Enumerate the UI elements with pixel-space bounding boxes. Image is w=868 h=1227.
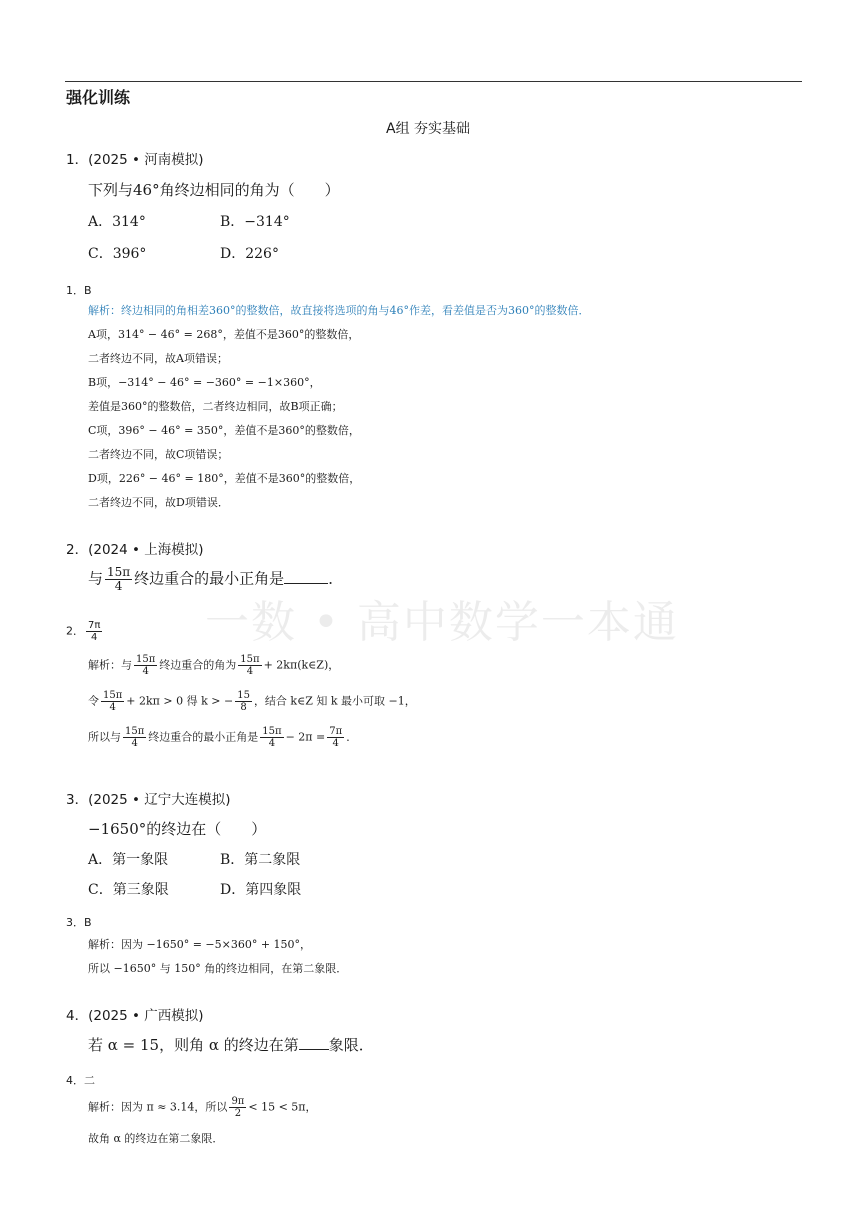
q4-answer: 4．二 <box>66 1074 95 1087</box>
q2-answer: 2． $\frac{7\pi}{4}$ <box>66 620 101 643</box>
q1-option-c: C．396° <box>88 246 147 262</box>
q2-solution-line: 令 $\frac{15\pi}{4}$ + 2kπ > 0 得 k > − $\frac{15}{8}$ ，结合 k∈Z 知 k 最小可取 −1， <box>88 690 416 713</box>
q1-solution-line: C项，396° − 46° = 350°，差值不是360°的整数倍， <box>88 424 360 437</box>
q1-option-a: A．314° <box>88 214 146 230</box>
q1-option-d: D．226° <box>220 246 279 262</box>
q2-heading: 2．(2024 • 上海模拟) <box>66 542 204 558</box>
q1-solution-line: 二者终边不同，故C项错误； <box>88 448 229 461</box>
q4-answer-blank <box>299 1049 329 1050</box>
group-title: A组 夯实基础 <box>386 121 471 137</box>
q3-option-d: D．第四象限 <box>220 882 302 898</box>
q3-answer: 3．B <box>66 916 92 929</box>
q1-solution-line: 二者终边不同，故A项错误； <box>88 352 228 365</box>
watermark: 一数 • 高中数学一本通 <box>205 597 679 648</box>
q2-solution-line: 解析：与 $\frac{15\pi}{4}$ 终边重合的角为 $\frac{15\pi}{4}$ + 2kπ(k∈Z)， <box>88 654 340 677</box>
section-title: 强化训练 <box>66 88 131 107</box>
q1-heading: 1．(2025 • 河南模拟) <box>66 152 204 168</box>
q3-option-c: C．第三象限 <box>88 882 169 898</box>
q1-solution-line: A项，314° − 46° = 268°，差值不是360°的整数倍， <box>88 328 360 341</box>
q3-stem: −1650°的终边在（ ） <box>88 820 267 838</box>
q3-heading: 3．(2025 • 辽宁大连模拟) <box>66 792 231 808</box>
q4-stem: 若 α = 15，则角 α 的终边在第 象限． <box>88 1036 374 1054</box>
q1-stem: 下列与46°角终边相同的角为（ ） <box>88 181 340 199</box>
q1-analysis: 解析：终边相同的角相差360°的整数倍，故直接将选项的角与46°作差，看差值是否为360°的整数倍． <box>88 304 590 317</box>
q1-answer: 1．B <box>66 284 92 297</box>
q3-option-b: B．第二象限 <box>220 852 301 868</box>
q1-solution-line: D项，226° − 46° = 180°，差值不是360°的整数倍， <box>88 472 361 485</box>
q4-heading: 4．(2025 • 广西模拟) <box>66 1008 204 1024</box>
q1-option-b: B．−314° <box>220 214 290 230</box>
q4-solution-line: 故角 α 的终边在第二象限． <box>88 1132 224 1145</box>
q2-answer-blank <box>284 583 328 584</box>
q3-option-a: A．第一象限 <box>88 852 169 868</box>
q2-solution-line: 所以与 $\frac{15\pi}{4}$ 终边重合的最小正角是 $\frac{15\pi}{4}$ − 2π = $\frac{7\pi}{4}$ ． <box>88 726 358 749</box>
q3-solution-line: 所以 −1650° 与 150° 角的终边相同，在第二象限． <box>88 962 348 975</box>
q1-solution-line: 二者终边不同，故D项错误． <box>88 496 229 509</box>
q2-stem: 与 $\frac{15\pi}{4}$ 终边重合的最小正角是 ． <box>88 565 344 594</box>
q3-solution-line: 解析：因为 −1650° = −5×360° + 150°， <box>88 938 312 951</box>
q1-solution-line: 差值是360°的整数倍，二者终边相同，故B项正确； <box>88 400 343 413</box>
header-rule <box>65 81 802 82</box>
q4-solution-line: 解析：因为 π ≈ 3.14，所以 $\frac{9\pi}{2}$ < 15 < 5π， <box>88 1096 317 1119</box>
q1-solution-line: B项，−314° − 46° = −360° = −1×360°， <box>88 376 321 389</box>
